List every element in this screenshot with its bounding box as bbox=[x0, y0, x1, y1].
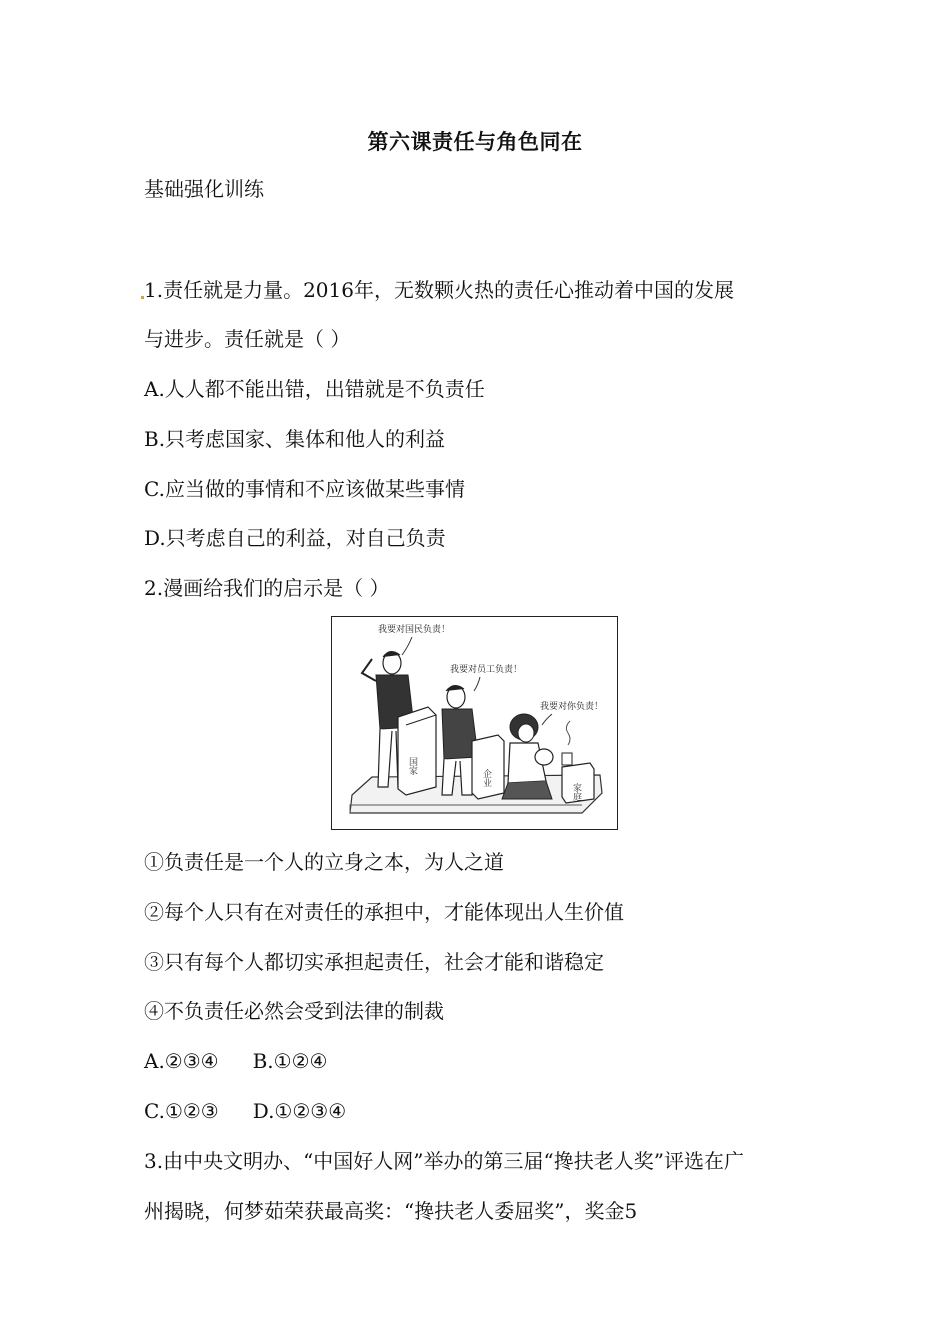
box-family bbox=[562, 721, 594, 803]
q2-options-row1 bbox=[144, 1047, 327, 1075]
box-country-label: 国家 bbox=[407, 757, 417, 775]
q3-stem-line1: 3.由中央文明办、“中国好人网”举办的第三届“搀扶老人奖”评选在广 bbox=[144, 1149, 744, 1173]
steam-icon bbox=[566, 721, 570, 745]
q2-stem: 2.漫画给我们的启示是（ ） bbox=[144, 576, 390, 600]
q2-statement-1: ①负责任是一个人的立身之本，为人之道 bbox=[144, 850, 504, 874]
speech-company: 我要对员工负责！ bbox=[450, 665, 523, 675]
speech-tail-family bbox=[542, 714, 552, 725]
figure-mother bbox=[502, 714, 553, 799]
box-company-label: 企业 bbox=[481, 769, 491, 787]
q1-option-b: B.只考虑国家、集体和他人的利益 bbox=[144, 427, 446, 451]
speech-country: 我要对国民负责！ bbox=[378, 625, 451, 635]
responsibility-cartoon bbox=[331, 616, 618, 830]
q2-options-row2 bbox=[144, 1097, 346, 1125]
speech-tail-company bbox=[474, 677, 480, 691]
speech-tail-country bbox=[402, 637, 412, 655]
q2-statement-3: ③只有每个人都切实承担起责任，社会才能和谐稳定 bbox=[144, 950, 604, 974]
box-company bbox=[472, 735, 504, 799]
q2-option-c: C.①②③ bbox=[144, 1099, 219, 1123]
q2-option-d: D.①②③④ bbox=[252, 1099, 347, 1123]
q1-option-a: A.人人都不能出错，出错就是不负责任 bbox=[144, 377, 485, 401]
q3-stem-line2: 州揭晓，何梦茹荣获最高奖：“搀扶老人委屈奖”，奖金5 bbox=[144, 1199, 638, 1223]
q2-statement-4: ④不负责任必然会受到法律的制裁 bbox=[144, 999, 444, 1023]
box-family-label: 家庭 bbox=[571, 783, 581, 801]
q1-stem-line2: 与进步。责任就是（ ） bbox=[144, 327, 351, 351]
q2-option-a: A.②③④ bbox=[144, 1049, 219, 1073]
q1-stem-line1: 1.责任就是力量。2016年，无数颗火热的责任心推动着中国的发展 bbox=[144, 278, 734, 302]
cartoon-drawing bbox=[332, 617, 616, 828]
lesson-title: 第六课责任与角色同在 bbox=[367, 129, 583, 154]
q2-option-b: B.①②④ bbox=[252, 1049, 328, 1073]
q2-statement-2: ②每个人只有在对责任的承担中，才能体现出人生价值 bbox=[144, 900, 624, 924]
cup-icon bbox=[562, 753, 572, 765]
box-country bbox=[398, 707, 436, 795]
q1-option-d: D.只考虑自己的利益，对自己负责 bbox=[144, 526, 446, 550]
speech-family: 我要对你负责！ bbox=[540, 702, 604, 712]
q1-option-c: C.应当做的事情和不应该做某些事情 bbox=[144, 477, 465, 501]
section-heading: 基础强化训练 bbox=[144, 177, 264, 201]
